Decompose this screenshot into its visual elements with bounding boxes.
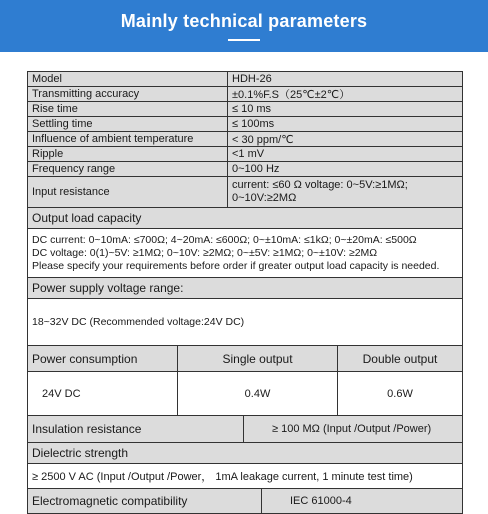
section-title: Dielectric strength	[32, 446, 129, 460]
row-label: Rise time	[28, 102, 228, 116]
parameters-table	[27, 71, 463, 514]
table-row-insulation-resistance	[28, 416, 462, 443]
column-header: Double output	[362, 351, 438, 366]
column-header: Power consumption	[28, 346, 178, 371]
output-load-line-2: DC voltage: 0(1)~5V: ≥1MΩ; 0~10V: ≥2MΩ; 0~±5V: ≥1MΩ; 0~±10V: ≥2MΩ	[32, 246, 378, 259]
row-value: ≥ 100 MΩ (Input /Output /Power)	[272, 423, 432, 435]
section-title: Output load capacity	[32, 211, 142, 225]
section-value: ≥ 2500 V AC (Input /Output /Power， 1mA leakage current, 1 minute test time)	[32, 471, 413, 483]
table-cell: 0.6W	[387, 387, 413, 400]
row-value: ≤ 10 ms	[232, 103, 272, 115]
row-label: Settling time	[28, 117, 228, 131]
row-value: IEC 61000-4	[290, 495, 352, 507]
output-load-line-1: DC current: 0~10mA: ≤700Ω; 4~20mA: ≤600Ω; 0~±10mA: ≤1kΩ; 0~±20mA: ≤500Ω	[32, 233, 417, 246]
table-row-power-consumption-header	[28, 346, 462, 372]
page-title: Mainly technical parameters	[120, 11, 368, 31]
row-label: Model	[28, 72, 228, 86]
header-banner	[0, 0, 488, 52]
table-row-output-load-title	[28, 208, 462, 229]
row-value: 0~100 Hz	[232, 163, 280, 175]
table-cell: 24V DC	[28, 372, 178, 415]
table-row-rise-time	[28, 102, 462, 117]
row-label: Influence of ambient temperature	[28, 132, 228, 146]
table-cell: 0.4W	[178, 372, 338, 415]
section-title: Power supply voltage range:	[32, 281, 184, 295]
row-label: Frequency range	[28, 162, 228, 176]
section-value: 18~32V DC (Recommended voltage:24V DC)	[32, 316, 245, 328]
table-row-power-supply-value	[28, 299, 462, 346]
table-row-ripple	[28, 147, 462, 162]
table-row-power-consumption-values	[28, 372, 462, 416]
table-row-input-resistance	[28, 177, 462, 208]
row-label: Ripple	[28, 147, 228, 161]
table-row-model	[28, 72, 462, 87]
row-value: ≤ 100ms	[232, 118, 275, 130]
row-value: ±0.1%F.S（25℃±2℃）	[232, 89, 351, 101]
row-value: <1 mV	[232, 148, 265, 160]
row-label: Electromagnetic compatibility	[28, 489, 262, 513]
row-value: < 30 ppm/℃	[232, 133, 294, 146]
row-label: Insulation resistance	[28, 416, 244, 442]
table-row-dielectric-title	[28, 443, 462, 464]
row-value	[228, 177, 462, 207]
row-value: HDH-26	[232, 73, 272, 85]
title-underline	[228, 39, 260, 41]
row-label: Transmitting accuracy	[28, 87, 228, 101]
table-row-dielectric-value	[28, 464, 462, 489]
table-row-accuracy	[28, 87, 462, 102]
table-row-frequency-range	[28, 162, 462, 177]
table-row-settling-time	[28, 117, 462, 132]
table-row-emc	[28, 489, 462, 513]
table-row-power-supply-title	[28, 278, 462, 299]
column-header: Single output	[178, 346, 338, 371]
table-row-output-load-details	[28, 229, 462, 278]
output-load-line-3: Please specify your requirements before order if greater output load capacity is needed.	[32, 259, 440, 272]
input-resistance-line-2: 0~10V:≥2MΩ	[232, 192, 297, 204]
input-resistance-line-1: current: ≤60 Ω voltage: 0~5V:≥1MΩ;	[232, 179, 408, 191]
table-row-ambient-temperature	[28, 132, 462, 147]
row-label: Input resistance	[28, 177, 228, 207]
